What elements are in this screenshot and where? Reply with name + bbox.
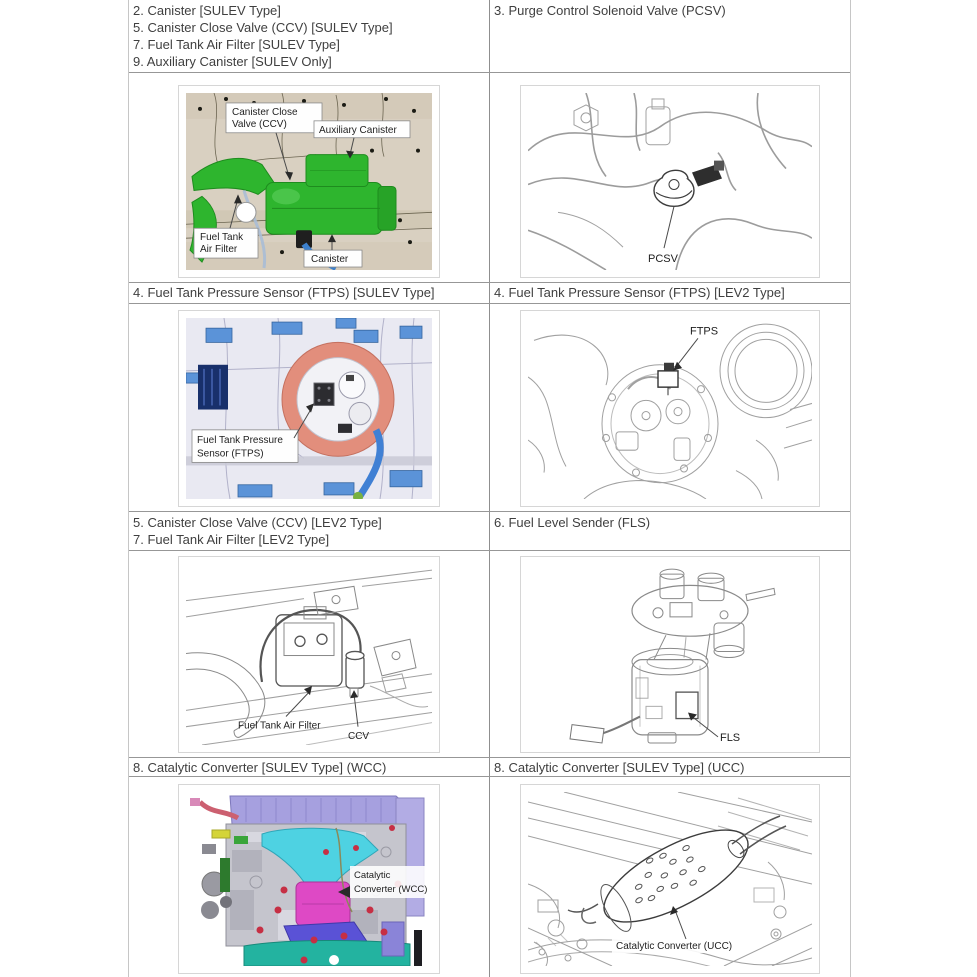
label-ccv: CCV bbox=[348, 730, 370, 742]
label-pcsv: PCSV bbox=[648, 253, 678, 266]
label-fls: FLS bbox=[720, 731, 741, 744]
figure-ftps-lev2 bbox=[520, 310, 820, 507]
figure-ccv-lev2 bbox=[178, 556, 440, 753]
header-line: 8. Catalytic Converter [SULEV Type] (WCC) bbox=[133, 760, 387, 775]
figure-row-1 bbox=[129, 73, 850, 283]
figure-cell-ftps-sulev bbox=[129, 304, 490, 511]
header-cell-ucc bbox=[490, 758, 850, 776]
float-arm bbox=[570, 717, 640, 743]
figure-cell-ucc bbox=[490, 777, 850, 977]
header-cell-ftps-lev2 bbox=[490, 283, 850, 303]
ucc-converter bbox=[591, 812, 760, 940]
bracket-and-bolt bbox=[558, 99, 670, 247]
figure-cell-ftps-lev2 bbox=[490, 304, 850, 511]
header-line: 7. Fuel Tank Air Filter [SULEV Type] bbox=[133, 37, 340, 52]
figure-ftps-sulev bbox=[178, 310, 440, 507]
svg-text:Canister: Canister bbox=[311, 254, 349, 266]
header-row-4 bbox=[129, 758, 850, 777]
callout-wcc bbox=[338, 866, 432, 898]
header-row-2 bbox=[129, 283, 850, 304]
svg-text:Catalytic Converter (UCC): Catalytic Converter (UCC) bbox=[616, 941, 733, 952]
svg-text:Fuel Tank: Fuel Tank bbox=[200, 232, 244, 244]
svg-text:Canister Close: Canister Close bbox=[232, 106, 298, 118]
svg-text:Auxiliary Canister: Auxiliary Canister bbox=[319, 124, 397, 136]
pump-module-top bbox=[632, 569, 775, 660]
ucc-drawing bbox=[528, 792, 812, 966]
component-location-table bbox=[128, 0, 851, 977]
header-line: 4. Fuel Tank Pressure Sensor (FTPS) [LEV2 Type] bbox=[494, 285, 785, 300]
svg-text:Valve (CCV): Valve (CCV) bbox=[232, 118, 287, 130]
header-line: 7. Fuel Tank Air Filter [LEV2 Type] bbox=[133, 532, 330, 547]
svg-text:Converter (WCC): Converter (WCC) bbox=[354, 884, 428, 895]
label-air-filter: Fuel Tank Air Filter bbox=[238, 720, 321, 732]
label-ftps: FTPS bbox=[690, 325, 719, 338]
figure-fls bbox=[520, 556, 820, 753]
figure-cell-ccv-lev2 bbox=[129, 551, 490, 757]
figure-cell-pcsv bbox=[490, 73, 850, 282]
grommet bbox=[236, 202, 256, 222]
header-line: 5. Canister Close Valve (CCV) [LEV2 Type] bbox=[133, 515, 382, 530]
svg-text:Sensor (FTPS): Sensor (FTPS) bbox=[197, 448, 264, 460]
ftps-sensor bbox=[314, 383, 334, 405]
navy-filter-block bbox=[198, 365, 228, 410]
header-row-3 bbox=[129, 512, 850, 551]
header-cell-canister-sulev bbox=[129, 0, 490, 72]
figure-row-2 bbox=[129, 304, 850, 512]
header-cell-fls bbox=[490, 512, 850, 550]
header-cell-pcsv bbox=[490, 0, 850, 72]
figure-cell-fls bbox=[490, 551, 850, 757]
figure-ucc bbox=[520, 784, 820, 974]
pcsv-valve bbox=[654, 161, 724, 207]
figure-pcsv bbox=[520, 85, 820, 278]
header-line: 3. Purge Control Solenoid Valve (PCSV) bbox=[494, 3, 726, 18]
header-line: 6. Fuel Level Sender (FLS) bbox=[494, 515, 651, 530]
pcsv-drawing bbox=[528, 93, 812, 270]
header-line: 4. Fuel Tank Pressure Sensor (FTPS) [SULEV Type] bbox=[133, 285, 435, 300]
figure-cell-canister-sulev bbox=[129, 73, 490, 282]
header-cell-ftps-sulev bbox=[129, 283, 490, 303]
svg-text:Fuel Tank Pressure: Fuel Tank Pressure bbox=[197, 435, 283, 447]
canister-sulev-drawing bbox=[186, 93, 432, 270]
header-line: 2. Canister [SULEV Type] bbox=[133, 3, 281, 18]
ccv-lev2-drawing bbox=[186, 564, 432, 745]
figure-canister-sulev bbox=[178, 85, 440, 278]
ftps-sulev-drawing bbox=[186, 318, 432, 499]
header-line: 8. Catalytic Converter [SULEV Type] (UCC) bbox=[494, 760, 745, 775]
header-cell-ccv-lev2 bbox=[129, 512, 490, 550]
figure-row-3 bbox=[129, 551, 850, 758]
figure-wcc bbox=[178, 784, 440, 974]
ccv-valve bbox=[346, 651, 364, 696]
header-cell-wcc bbox=[129, 758, 490, 776]
header-line: 9. Auxiliary Canister [SULEV Only] bbox=[133, 54, 332, 69]
wcc-drawing bbox=[186, 792, 432, 966]
header-row-1 bbox=[129, 0, 850, 73]
header-line: 5. Canister Close Valve (CCV) [SULEV Type] bbox=[133, 20, 393, 35]
figure-cell-wcc bbox=[129, 777, 490, 977]
figure-row-4 bbox=[129, 777, 850, 977]
svg-text:Catalytic: Catalytic bbox=[354, 870, 391, 881]
left-structures bbox=[528, 884, 587, 966]
svg-text:Air Filter: Air Filter bbox=[200, 244, 238, 256]
fls-drawing bbox=[528, 564, 812, 745]
ftps-lev2-drawing bbox=[528, 318, 812, 499]
